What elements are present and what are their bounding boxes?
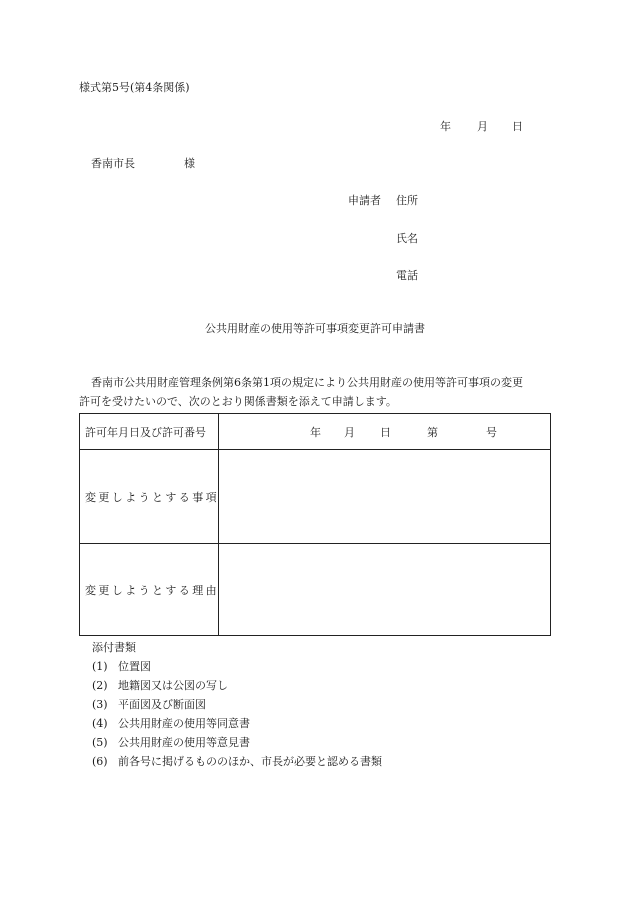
attachment-item <box>92 699 206 710</box>
attachment-item <box>92 718 250 729</box>
body-text-line-1: 香南市公共用財産管理条例第6条第1項の規定により公共用財産の使用等許可事項の変更 <box>91 376 523 389</box>
table-row-change-item <box>80 450 550 544</box>
date-day-label: 日 <box>512 120 523 133</box>
table-row-permit <box>80 414 550 450</box>
change-item-label-cell <box>80 450 219 543</box>
attachment-text: 地籍図又は公図の写し <box>118 679 228 692</box>
permit-number-prefix: 第 <box>427 425 438 439</box>
permit-value-cell[interactable] <box>219 414 550 449</box>
date-month-label: 月 <box>477 120 488 133</box>
table-row-change-reason <box>80 544 550 636</box>
phone-label: 電話 <box>396 269 418 282</box>
attachment-text: 前各号に掲げるもののほか、市長が必要と認める書類 <box>118 755 382 768</box>
honorific: 様 <box>184 157 195 170</box>
address-label: 住所 <box>396 194 418 207</box>
change-reason-label: 変更しようとする理由 <box>85 584 219 597</box>
change-reason-value-cell[interactable] <box>219 544 550 636</box>
attachment-number: (3) <box>92 698 108 711</box>
attachment-item <box>92 661 151 672</box>
change-item-value-cell[interactable] <box>219 450 550 543</box>
applicant-label: 申請者 <box>348 194 381 207</box>
document-title: 公共用財産の使用等許可事項変更許可申請書 <box>205 322 425 335</box>
attachments-heading: 添付書類 <box>92 641 136 654</box>
attachment-text: 平面図及び断面図 <box>118 698 206 711</box>
permit-day-label: 日 <box>380 425 391 439</box>
permit-month-label: 月 <box>344 425 355 439</box>
application-table <box>79 413 551 636</box>
attachment-number: (5) <box>92 736 108 749</box>
attachment-number: (2) <box>92 679 108 692</box>
attachment-item <box>92 680 228 691</box>
attachment-number: (4) <box>92 717 108 730</box>
attachment-number: (6) <box>92 755 108 768</box>
change-reason-label-cell <box>80 544 219 636</box>
body-text-line-2: 許可を受けたいので、次のとおり関係書類を添えて申請します。 <box>79 395 397 408</box>
name-label: 氏名 <box>396 232 418 245</box>
attachment-number: (1) <box>92 660 108 673</box>
permit-label: 許可年月日及び許可番号 <box>85 425 206 439</box>
change-item-label: 変更しようとする事項 <box>85 490 219 504</box>
attachment-item <box>92 756 382 767</box>
attachment-text: 位置図 <box>118 660 151 673</box>
attachment-item <box>92 737 250 748</box>
attachment-text: 公共用財産の使用等同意書 <box>118 717 250 730</box>
attachment-text: 公共用財産の使用等意見書 <box>118 736 250 749</box>
addressee: 香南市長 <box>91 157 135 170</box>
permit-label-cell <box>80 414 219 449</box>
permit-year-label: 年 <box>310 425 321 439</box>
date-year-label: 年 <box>440 120 451 133</box>
form-number: 様式第5号(第4条関係) <box>79 81 190 94</box>
permit-number-suffix: 号 <box>486 425 497 439</box>
